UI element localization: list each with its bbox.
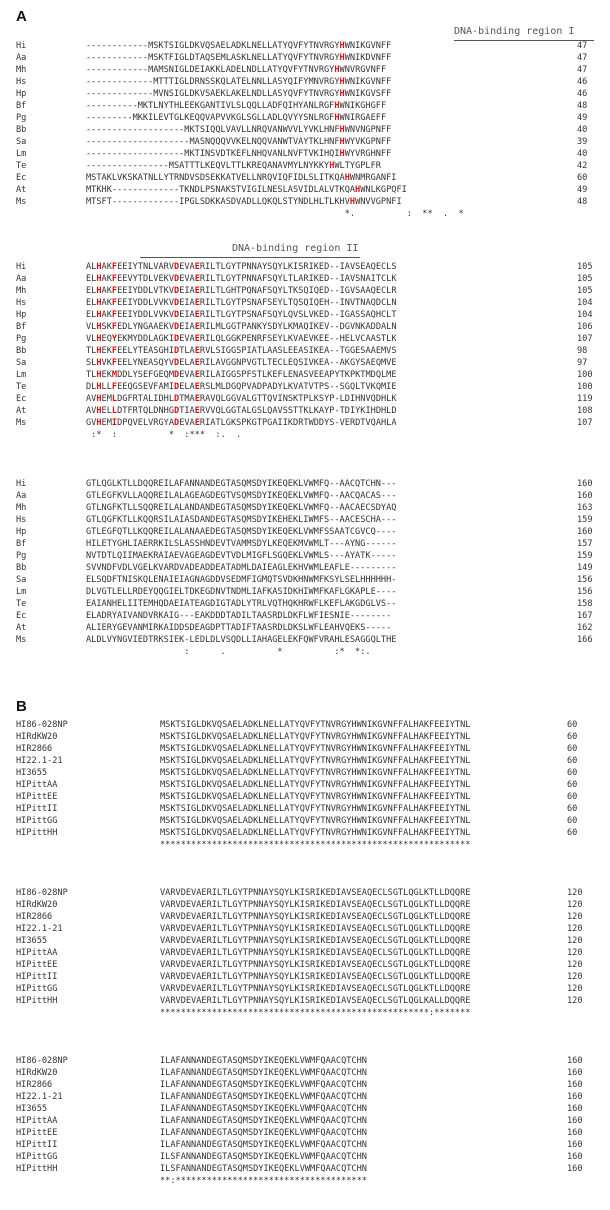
sequence-residues: VARVDEVAERILTLGYTPNNAYSQYLKISRIKEDIAVSEAQECLSGTLQGLKTLLDQQRE bbox=[160, 900, 471, 910]
sequence-name: HIPittAA bbox=[16, 948, 58, 958]
residue-count: 166 bbox=[577, 635, 593, 645]
sequence-name: HI3655 bbox=[16, 768, 48, 778]
sequence-row bbox=[0, 755, 610, 767]
residue-count: 160 bbox=[567, 1140, 583, 1150]
sequence-residues: MSKTSIGLDKVQSAELADKLNELLATYQVFYTNVRGYHWNIKGVNFFALHAKFEEIYTNL bbox=[160, 768, 471, 778]
residue-count: 60 bbox=[567, 768, 578, 778]
residue-count: 97 bbox=[577, 358, 588, 368]
sequence-residues: -------------------MKTSIQQLVAVLLNRQVANWVVLYVKLHNFHWNVNGPNFF bbox=[86, 125, 392, 135]
sequence-row bbox=[0, 273, 610, 285]
sequence-row bbox=[0, 160, 610, 172]
sequence-residues: AVHELLDTFRTQLDNHGDTIAERVVQLGGTALGSLQAVSSTTKLKAYP-TDIYKIHDHLD bbox=[86, 406, 397, 416]
sequence-name: Lm bbox=[16, 370, 27, 380]
sequence-row bbox=[0, 297, 610, 309]
sequence-residues: ----------MKTLNYTHLEEKGANTIVLSLQQLLADFQIHYANLRGFHWNIKGHGFF bbox=[86, 101, 387, 111]
sequence-row bbox=[0, 971, 610, 983]
sequence-residues: -------------MVNSIGLDKVSAEKLAKELNDLLASYQVFYTNVRGYHWNIKGVSFF bbox=[86, 89, 392, 99]
sequence-name: HI3655 bbox=[16, 936, 48, 946]
sequence-name: Ec bbox=[16, 611, 27, 621]
residue-count: 49 bbox=[577, 185, 588, 195]
sequence-name: HIPittHH bbox=[16, 1164, 58, 1174]
sequence-row bbox=[0, 345, 610, 357]
sequence-name: HIPittAA bbox=[16, 1116, 58, 1126]
sequence-residues: MSTAKLVKSKATNLLYTRNDVSDSEKKATVELLNRQVIQFIDLSLITKQAHWNMRGANFI bbox=[86, 173, 397, 183]
sequence-residues: VARVDEVAERILTLGYTPNNAYSQYLKISRIKEDIAVSEAQECLSGTLQGLKTLLDQQRE bbox=[160, 972, 471, 982]
sequence-residues: EAIANHELIITEMHQDAEIATEAGDIGTADLYTRLVQTHQKHRWFLKEFLAKGDGLVS-- bbox=[86, 599, 397, 609]
residue-count: 105 bbox=[577, 274, 593, 284]
sequence-residues: ---------MKKILEVTGLKEQQVAPVVKGLSGLLADLQVYYSNLRGFHWNIRGAEFF bbox=[86, 113, 387, 123]
sequence-name: Lm bbox=[16, 587, 27, 597]
conservation-line: **:************************************* bbox=[160, 1176, 367, 1186]
residue-count: 156 bbox=[577, 575, 593, 585]
sequence-row bbox=[0, 393, 610, 405]
sequence-row bbox=[0, 1091, 610, 1103]
sequence-row bbox=[0, 911, 610, 923]
sequence-residues: ALIERYGEVANMIRKAIDDSDEAGDPTTADIFTAASRDLDKSLWFLEAHVQEKS----- bbox=[86, 623, 392, 633]
sequence-row bbox=[0, 743, 610, 755]
residue-count: 120 bbox=[567, 948, 583, 958]
residue-count: 60 bbox=[567, 780, 578, 790]
sequence-row bbox=[0, 502, 610, 514]
sequence-name: Hp bbox=[16, 527, 27, 537]
sequence-row bbox=[0, 514, 610, 526]
sequence-row bbox=[0, 923, 610, 935]
sequence-row bbox=[0, 1127, 610, 1139]
sequence-name: Aa bbox=[16, 274, 27, 284]
sequence-residues: GTLNGFKTLLSQQREILALANDANDEGTASQMSDYIKEQEKLVWMFQ--AACAECSDYAQ bbox=[86, 503, 397, 513]
sequence-residues: ALHAKFEEIYTNLVARVDEVAERILTLGYTPNNAYSQYLKISRIKED--IAVSEAQECLS bbox=[86, 262, 397, 272]
sequence-residues: MTSFT-------------IPGLSDKKASDVADLLQKQLSTYNDLHLTLKHVHWNVVGPNFI bbox=[86, 197, 402, 207]
sequence-name: Hi bbox=[16, 262, 27, 272]
residue-count: 160 bbox=[567, 1056, 583, 1066]
conservation-line: ************************************************************ bbox=[160, 840, 471, 850]
sequence-name: HIPittII bbox=[16, 804, 58, 814]
dna-binding-region-1-label: DNA-binding region I bbox=[454, 26, 575, 37]
residue-count: 120 bbox=[567, 936, 583, 946]
sequence-name: Mh bbox=[16, 503, 27, 513]
residue-count: 60 bbox=[567, 756, 578, 766]
sequence-name: Bb bbox=[16, 125, 27, 135]
sequence-row bbox=[0, 381, 610, 393]
sequence-row bbox=[0, 172, 610, 184]
residue-count: 160 bbox=[577, 527, 593, 537]
residue-count: 108 bbox=[577, 406, 593, 416]
sequence-row bbox=[0, 622, 610, 634]
residue-count: 120 bbox=[567, 924, 583, 934]
sequence-row bbox=[0, 478, 610, 490]
sequence-name: Sa bbox=[16, 137, 27, 147]
sequence-name: Aa bbox=[16, 53, 27, 63]
sequence-row bbox=[0, 76, 610, 88]
residue-count: 159 bbox=[577, 551, 593, 561]
sequence-residues: ILAFANNANDEGTASQMSDYIKEQEKLVWMFQAACQTCHN bbox=[160, 1116, 367, 1126]
sequence-name: HI86-028NP bbox=[16, 720, 68, 730]
residue-count: 160 bbox=[577, 479, 593, 489]
sequence-row bbox=[0, 285, 610, 297]
sequence-row bbox=[0, 100, 610, 112]
sequence-name: HIPittHH bbox=[16, 828, 58, 838]
residue-count: 120 bbox=[567, 912, 583, 922]
sequence-name: Ms bbox=[16, 197, 27, 207]
sequence-row bbox=[0, 562, 610, 574]
sequence-residues: VARVDEVAERILTLGYTPNNAYSQYLKISRIKEDIAVSEAQECLSGTLQGLKTLLDQQRE bbox=[160, 984, 471, 994]
sequence-name: Ec bbox=[16, 394, 27, 404]
sequence-name: Mh bbox=[16, 65, 27, 75]
sequence-residues: TLHEKMDDLYSEFGEQMDEVAERILAIGGSPFSTLKEFLENASVEEAPYTKPKTMDQLME bbox=[86, 370, 397, 380]
sequence-residues: VARVDEVAERILTLGYTPNNAYSQYLKISRIKEDIAVSEAQECLSGTLQGLKTLLDQQRE bbox=[160, 888, 471, 898]
sequence-row bbox=[0, 791, 610, 803]
sequence-residues: ELHAKFEEIYDDLVVKVDEIAERILTLGYTPSNAFSQYLQVSLVKED--IGASSAQHCLT bbox=[86, 310, 397, 320]
sequence-name: HIPittGG bbox=[16, 816, 58, 826]
sequence-name: Bf bbox=[16, 322, 27, 332]
sequence-row bbox=[0, 995, 610, 1007]
residue-count: 104 bbox=[577, 298, 593, 308]
sequence-name: Bf bbox=[16, 101, 27, 111]
residue-count: 160 bbox=[567, 1080, 583, 1090]
residue-count: 60 bbox=[567, 828, 578, 838]
residue-count: 160 bbox=[567, 1152, 583, 1162]
sequence-row bbox=[0, 947, 610, 959]
sequence-name: Mh bbox=[16, 286, 27, 296]
sequence-row bbox=[0, 148, 610, 160]
sequence-residues: VLHEQYEKMYDDLAGKIDEVAERILQLGGKPENRFSEYLKVAEVKEE--HELVCAASTLK bbox=[86, 334, 397, 344]
residue-count: 119 bbox=[577, 394, 593, 404]
sequence-row bbox=[0, 803, 610, 815]
sequence-residues: MSKTSIGLDKVQSAELADKLNELLATYQVFYTNVRGYHWNIKGVNFFALHAKFEEIYTNL bbox=[160, 780, 471, 790]
sequence-name: Lm bbox=[16, 149, 27, 159]
sequence-name: Hs bbox=[16, 298, 27, 308]
sequence-row bbox=[0, 357, 610, 369]
sequence-row bbox=[0, 1079, 610, 1091]
sequence-row bbox=[0, 88, 610, 100]
residue-count: 48 bbox=[577, 101, 588, 111]
sequence-name: HIRdKW20 bbox=[16, 732, 58, 742]
sequence-residues: SVVNDFVDLVGELKVARDVADEADDEATADMLDAIEAGLEKHVWMLEAFLE--------- bbox=[86, 563, 397, 573]
sequence-name: Ec bbox=[16, 173, 27, 183]
sequence-row bbox=[0, 1151, 610, 1163]
sequence-row bbox=[0, 526, 610, 538]
sequence-residues: ----------------MSATTTLKEQVLTTLKREQANAVMYLNYKKYHWLTYGPLFR bbox=[86, 161, 381, 171]
sequence-residues: ALDLVYNGVIEDTRKSIEK-LEDLDLVSQDLLIAHAGELEKFQWFVRAHLESAGGQLTHE bbox=[86, 635, 397, 645]
residue-count: 149 bbox=[577, 563, 593, 573]
sequence-name: Bf bbox=[16, 539, 27, 549]
residue-count: 60 bbox=[567, 732, 578, 742]
sequence-residues: VARVDEVAERILTLGYTPNNAYSQYLKISRIKEDIAVSEAQECLSGTLQGLKTLLDQQRE bbox=[160, 924, 471, 934]
sequence-row bbox=[0, 321, 610, 333]
sequence-residues: ILAFANNANDEGTASQMSDYIKEQEKLVWMFQAACQTCHN bbox=[160, 1080, 367, 1090]
sequence-name: Hi bbox=[16, 479, 27, 489]
sequence-row bbox=[0, 417, 610, 429]
conservation-line: : . * :* *:. bbox=[86, 647, 371, 657]
sequence-name: Hs bbox=[16, 515, 27, 525]
residue-count: 120 bbox=[567, 900, 583, 910]
sequence-residues: ILAFANNANDEGTASQMSDYIKEQEKLVWMFQAACQTCHN bbox=[160, 1092, 367, 1102]
sequence-residues: ------------MAMSNIGLDEIAKKLADELNDLLATYQVFYTNVRGYHWNVRGVNFF bbox=[86, 65, 387, 75]
sequence-row bbox=[0, 550, 610, 562]
sequence-row bbox=[0, 719, 610, 731]
conservation-line: :* : * :*** :. . bbox=[86, 430, 242, 440]
sequence-residues: VARVDEVAERILTLGYTPNNAYSQYLKISRIKEDIAVSEAQECLSGTLQGLKALLDQQRE bbox=[160, 996, 471, 1006]
sequence-name: Ms bbox=[16, 635, 27, 645]
sequence-name: HIRdKW20 bbox=[16, 1068, 58, 1078]
dna-binding-region-2-line bbox=[140, 257, 360, 258]
sequence-residues: NVTDTLQIIMAEKRAIAEVAGEAGDEVTVDLMIGFLSGQEKLVWMLS---AYATK----- bbox=[86, 551, 397, 561]
sequence-residues: ILAFANNANDEGTASQMSDYIKEQEKLVWMFQAACQTCHN bbox=[160, 1056, 367, 1066]
sequence-row bbox=[0, 887, 610, 899]
sequence-name: HI22.1-21 bbox=[16, 1092, 63, 1102]
residue-count: 100 bbox=[577, 382, 593, 392]
sequence-name: HIPittHH bbox=[16, 996, 58, 1006]
residue-count: 120 bbox=[567, 960, 583, 970]
conservation-line: *. : ** . * bbox=[86, 209, 464, 219]
sequence-residues: GTLEGFQTLLKQQREILALANAAEDEGTASQMSDYIKEQEKLVWMFSSAATCGVCQ---- bbox=[86, 527, 397, 537]
sequence-row bbox=[0, 935, 610, 947]
residue-count: 157 bbox=[577, 539, 593, 549]
sequence-row bbox=[0, 1067, 610, 1079]
sequence-name: Sa bbox=[16, 575, 27, 585]
residue-count: 160 bbox=[567, 1092, 583, 1102]
sequence-row bbox=[0, 309, 610, 321]
sequence-row bbox=[0, 196, 610, 208]
sequence-name: HIR2866 bbox=[16, 744, 53, 754]
residue-count: 156 bbox=[577, 587, 593, 597]
sequence-residues: VLHSKFEDLYNGAAEKVDEIAERILMLGGTPANKYSDYLKMAQIKEV--DGVNKADDALN bbox=[86, 322, 397, 332]
residue-count: 160 bbox=[577, 491, 593, 501]
residue-count: 46 bbox=[577, 89, 588, 99]
sequence-row bbox=[0, 634, 610, 646]
sequence-residues: ------------MSKTSIGLDKVQSAELADKLNELLATYQVFYTNVRGYHWNIKGVNFF bbox=[86, 41, 392, 51]
sequence-name: Pg bbox=[16, 551, 27, 561]
residue-count: 160 bbox=[567, 1104, 583, 1114]
sequence-residues: ILSFANNANDEGTASQMSDYIKEQEKLVWMFQAACQTCHN bbox=[160, 1164, 367, 1174]
residue-count: 42 bbox=[577, 161, 588, 171]
residue-count: 39 bbox=[577, 137, 588, 147]
residue-count: 104 bbox=[577, 310, 593, 320]
sequence-residues: ILAFANNANDEGTASQMSDYIKEQEKLVWMFQAACQTCHN bbox=[160, 1068, 367, 1078]
sequence-row bbox=[0, 1139, 610, 1151]
sequence-residues: ELHAKFEEVYTDLVEKVDEVAERILTLGYTPNNAFSQYLTLARIKED--IAVSNAITCLK bbox=[86, 274, 397, 284]
sequence-row bbox=[0, 779, 610, 791]
panel-b-label: B bbox=[16, 698, 27, 715]
sequence-residues: ELSQDFTNISKQLENAIEIAGNAGDDVSEDMFIGMQTSVDKHNWMFKSYLSELHHHHHH- bbox=[86, 575, 397, 585]
sequence-residues: ILSFANNANDEGTASQMSDYIKEQEKLVWMFQAACQTCHN bbox=[160, 1152, 367, 1162]
sequence-name: Hp bbox=[16, 89, 27, 99]
residue-count: 120 bbox=[567, 888, 583, 898]
residue-count: 120 bbox=[567, 972, 583, 982]
sequence-name: HI86-028NP bbox=[16, 1056, 68, 1066]
sequence-name: At bbox=[16, 185, 27, 195]
sequence-residues: HILETYGHLIAERRKILSLASSHNDEVTVAMMSDYLKEQEKMVWMLT---AYNG------ bbox=[86, 539, 397, 549]
residue-count: 60 bbox=[567, 744, 578, 754]
sequence-residues: AVHEMLDGFRTALIDHLDTMAERAVQLGGVALGTTQVINSKTPLKSYP-LDIHNVQDHLK bbox=[86, 394, 397, 404]
sequence-row bbox=[0, 261, 610, 273]
sequence-row bbox=[0, 983, 610, 995]
sequence-row bbox=[0, 136, 610, 148]
residue-count: 107 bbox=[577, 418, 593, 428]
sequence-residues: MSKTSIGLDKVQSAELADKLNELLATYQVFYTNVRGYHWNIKGVNFFALHAKFEEIYTNL bbox=[160, 828, 471, 838]
sequence-residues: MSKTSIGLDKVQSAELADKLNELLATYQVFYTNVRGYHWNIKGVNFFALHAKFEEIYTNL bbox=[160, 744, 471, 754]
panel-a-label: A bbox=[16, 8, 27, 25]
sequence-residues: VARVDEVAERILTLGYTPNNAYSQYLKISRIKEDIAVSEAQECLSGTLQGLKTLLDQQRE bbox=[160, 936, 471, 946]
sequence-residues: MSKTSIGLDKVQSAELADKLNELLATYQVFYTNVRGYHWNIKGVNFFALHAKFEEIYTNL bbox=[160, 816, 471, 826]
sequence-name: Hi bbox=[16, 41, 27, 51]
residue-count: 60 bbox=[567, 792, 578, 802]
sequence-name: Hs bbox=[16, 77, 27, 87]
sequence-row bbox=[0, 731, 610, 743]
sequence-name: HI3655 bbox=[16, 1104, 48, 1114]
residue-count: 48 bbox=[577, 197, 588, 207]
sequence-name: At bbox=[16, 623, 27, 633]
sequence-residues: SLHVKFEELYNEASQYVDELAERILAVGGNPVGTLTECLEQSIVKEA--AKGYSAEQMVE bbox=[86, 358, 397, 368]
sequence-residues: GTLQGLKTLLDQQREILAFANNANDEGTASQMSDYIKEQEKLVWMFQ--AACQTCHN--- bbox=[86, 479, 397, 489]
sequence-name: At bbox=[16, 406, 27, 416]
sequence-residues: VARVDEVAERILTLGYTPNNAYSQYLKISRIKEDIAVSEAQECLSGTLQGLKTLLDQQRE bbox=[160, 948, 471, 958]
sequence-row bbox=[0, 405, 610, 417]
residue-count: 98 bbox=[577, 346, 588, 356]
sequence-row bbox=[0, 538, 610, 550]
residue-count: 158 bbox=[577, 599, 593, 609]
residue-count: 159 bbox=[577, 515, 593, 525]
sequence-row bbox=[0, 64, 610, 76]
sequence-name: HIPittEE bbox=[16, 792, 58, 802]
residue-count: 160 bbox=[567, 1128, 583, 1138]
sequence-residues: -------------MTTTIGLDRNSSKQLATELNNLLASYQIFYMNVRGYHWNIKGVNFF bbox=[86, 77, 392, 87]
sequence-name: Te bbox=[16, 382, 27, 392]
residue-count: 47 bbox=[577, 65, 588, 75]
sequence-name: Aa bbox=[16, 491, 27, 501]
sequence-name: Bb bbox=[16, 563, 27, 573]
residue-count: 105 bbox=[577, 286, 593, 296]
sequence-row bbox=[0, 767, 610, 779]
sequence-name: HIPittII bbox=[16, 972, 58, 982]
residue-count: 100 bbox=[577, 370, 593, 380]
sequence-residues: ILAFANNANDEGTASQMSDYIKEQEKLVWMFQAACQTCHN bbox=[160, 1128, 367, 1138]
residue-count: 40 bbox=[577, 125, 588, 135]
sequence-row bbox=[0, 1103, 610, 1115]
residue-count: 60 bbox=[577, 173, 588, 183]
sequence-row bbox=[0, 959, 610, 971]
sequence-name: HIPittEE bbox=[16, 1128, 58, 1138]
sequence-residues: MSKTSIGLDKVQSAELADKLNELLATYQVFYTNVRGYHWNIKGVNFFALHAKFEEIYTNL bbox=[160, 804, 471, 814]
sequence-residues: ILAFANNANDEGTASQMSDYIKEQEKLVWMFQAACQTCHN bbox=[160, 1140, 367, 1150]
sequence-row bbox=[0, 52, 610, 64]
sequence-row bbox=[0, 124, 610, 136]
sequence-name: Ms bbox=[16, 418, 27, 428]
sequence-name: HIRdKW20 bbox=[16, 900, 58, 910]
sequence-residues: MSKTSIGLDKVQSAELADKLNELLATYQVFYTNVRGYHWNIKGVNFFALHAKFEEIYTNL bbox=[160, 756, 471, 766]
sequence-name: HIPittEE bbox=[16, 960, 58, 970]
sequence-row bbox=[0, 598, 610, 610]
sequence-row bbox=[0, 586, 610, 598]
sequence-residues: GVHEMIDPQVELVRGYADEVAERIATLGKSPKGTPGAIIKDRTWDDYS-VERDTVQAHLA bbox=[86, 418, 397, 428]
residue-count: 49 bbox=[577, 113, 588, 123]
conservation-line: ****************************************************:******* bbox=[160, 1008, 471, 1018]
sequence-residues: DLVGTLELLRDEYQQGIELTDKEGDNVTNDMLIAFKASIDKHIWMFKAFLGKAPLE---- bbox=[86, 587, 397, 597]
sequence-name: HIPittAA bbox=[16, 780, 58, 790]
sequence-row bbox=[0, 610, 610, 622]
sequence-residues: MSKTSIGLDKVQSAELADKLNELLATYQVFYTNVRGYHWNIKGVNFFALHAKFEEIYTNL bbox=[160, 792, 471, 802]
sequence-residues: VARVDEVAERILTLGYTPNNAYSQYLKISRIKEDIAVSEAQECLSGTLQGLKTLLDQQRE bbox=[160, 912, 471, 922]
sequence-row bbox=[0, 490, 610, 502]
sequence-row bbox=[0, 40, 610, 52]
sequence-residues: --------------------MASNQQQVVKELNQQVANWTVAYTKLHNFHWYVKGPNFF bbox=[86, 137, 392, 147]
sequence-residues: GTLQGFKTLLKQQRSILAIASDANDEGTASQMSDYIKEHEKLIWMFS--AACESCHA--- bbox=[86, 515, 397, 525]
sequence-residues: DLHLLFEEQGSEVFAMIDELAERSLMLDGQPVADPADYLKVATVTPS--SGQLTVKQMIE bbox=[86, 382, 397, 392]
sequence-name: Te bbox=[16, 599, 27, 609]
sequence-residues: TLHEKFEELYTEASGHIDTLAERVLSIGGSPIATLAASLEEASIKEA--TGGESAAEMVS bbox=[86, 346, 397, 356]
sequence-name: HI22.1-21 bbox=[16, 924, 63, 934]
sequence-row bbox=[0, 574, 610, 586]
sequence-name: HI22.1-21 bbox=[16, 756, 63, 766]
sequence-name: Pg bbox=[16, 113, 27, 123]
sequence-row bbox=[0, 1055, 610, 1067]
sequence-row bbox=[0, 1163, 610, 1175]
residue-count: 162 bbox=[577, 623, 593, 633]
sequence-residues: ELHAKFEEIYDDLVTKVDEIAERILTLGHTPQNAFSQYLTKSQIQED--IGVSAAQECLR bbox=[86, 286, 397, 296]
sequence-residues: MTKHK-------------TKNDLPSNAKSTVIGILNESLASVIDLALVTKQAHWNLKGPQFI bbox=[86, 185, 407, 195]
sequence-residues: ------------MSKTFIGLDTAQSEMLASKLNELLATYQVFYTNVRGYHWNIKDVNFF bbox=[86, 53, 392, 63]
residue-count: 47 bbox=[577, 53, 588, 63]
sequence-row bbox=[0, 1115, 610, 1127]
sequence-name: Sa bbox=[16, 358, 27, 368]
sequence-residues: -------------------MKTINSVDTKEFLNHQVANLNVFTVKIHQIHWYVRGHNFF bbox=[86, 149, 392, 159]
sequence-residues: MSKTSIGLDKVQSAELADKLNELLATYQVFYTNVRGYHWNIKGVNFFALHAKFEEIYTNL bbox=[160, 732, 471, 742]
sequence-residues: ELADRYAIVANDVRKAIG---EAKDDDTADILTAASRDLDKFLWFIESNIE-------- bbox=[86, 611, 392, 621]
residue-count: 60 bbox=[567, 720, 578, 730]
sequence-residues: ILAFANNANDEGTASQMSDYIKEQEKLVWMFQAACQTCHN bbox=[160, 1104, 367, 1114]
sequence-name: Hp bbox=[16, 310, 27, 320]
residue-count: 60 bbox=[567, 804, 578, 814]
residue-count: 47 bbox=[577, 41, 588, 51]
sequence-residues: GTLEGFKVLLAQQREILALAGEAGDEGTVSQMSDYIKEQEKLVWMFQ--AACQACAS--- bbox=[86, 491, 397, 501]
sequence-name: Pg bbox=[16, 334, 27, 344]
sequence-name: HIPittII bbox=[16, 1140, 58, 1150]
residue-count: 160 bbox=[567, 1068, 583, 1078]
sequence-residues: MSKTSIGLDKVQSAELADKLNELLATYQVFYTNVRGYHWNIKGVNFFALHAKFEEIYTNL bbox=[160, 720, 471, 730]
residue-count: 160 bbox=[567, 1164, 583, 1174]
residue-count: 105 bbox=[577, 262, 593, 272]
sequence-name: HIR2866 bbox=[16, 1080, 53, 1090]
residue-count: 163 bbox=[577, 503, 593, 513]
residue-count: 46 bbox=[577, 77, 588, 87]
residue-count: 40 bbox=[577, 149, 588, 159]
sequence-residues: ELHAKFEEIYDDLVVKVDEIAERILTLGYTPSNAFSEYLTQSQIQEH--INVTNAQDCLN bbox=[86, 298, 397, 308]
sequence-row bbox=[0, 899, 610, 911]
sequence-row bbox=[0, 333, 610, 345]
sequence-row bbox=[0, 184, 610, 196]
residue-count: 107 bbox=[577, 334, 593, 344]
residue-count: 120 bbox=[567, 984, 583, 994]
sequence-residues: VARVDEVAERILTLGYTPNNAYSQYLKISRIKEDIAVSEAQECLSGTLQGLKTLLDQQRE bbox=[160, 960, 471, 970]
residue-count: 160 bbox=[567, 1116, 583, 1126]
residue-count: 120 bbox=[567, 996, 583, 1006]
dna-binding-region-2-label: DNA-binding region II bbox=[232, 243, 359, 254]
residue-count: 60 bbox=[567, 816, 578, 826]
sequence-row bbox=[0, 827, 610, 839]
sequence-name: Bb bbox=[16, 346, 27, 356]
sequence-row bbox=[0, 815, 610, 827]
sequence-row bbox=[0, 112, 610, 124]
sequence-name: HIPittGG bbox=[16, 1152, 58, 1162]
sequence-row bbox=[0, 369, 610, 381]
residue-count: 106 bbox=[577, 322, 593, 332]
sequence-name: HI86-028NP bbox=[16, 888, 68, 898]
sequence-name: HIR2866 bbox=[16, 912, 53, 922]
residue-count: 167 bbox=[577, 611, 593, 621]
sequence-name: HIPittGG bbox=[16, 984, 58, 994]
sequence-name: Te bbox=[16, 161, 27, 171]
